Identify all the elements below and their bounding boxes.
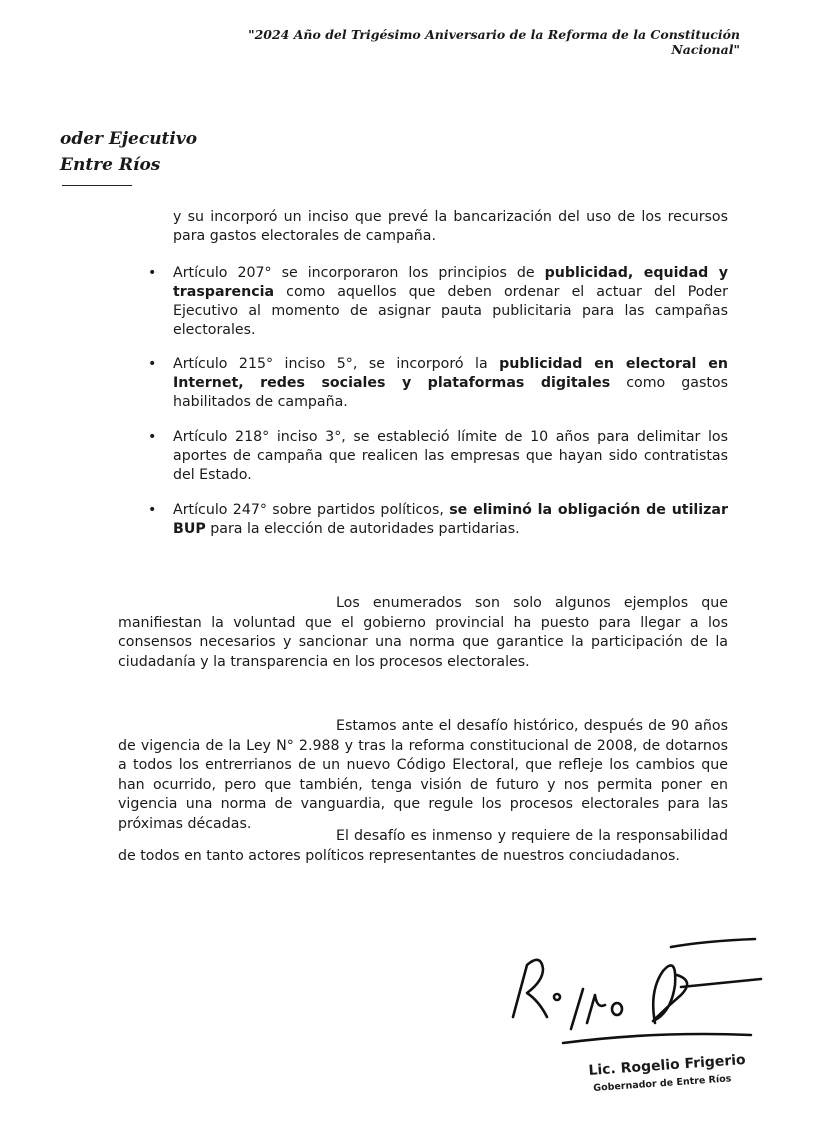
letterhead-divider xyxy=(62,185,132,186)
item-text: Artículo 207° se incorporaron los principios de xyxy=(173,265,545,281)
signatory-role: Gobernador de Entre Ríos xyxy=(593,1073,732,1094)
item-text: Artículo 247° sobre partidos políticos, xyxy=(173,502,450,518)
list-item xyxy=(148,264,728,340)
item-text: Artículo 215° inciso 5°, se incorporó la xyxy=(173,356,500,372)
body-paragraph-2: Estamos ante el desafío histórico, después de 90 años de vigencia de la Ley N° 2.988 y tras la reforma constitucional de 2008, de dotarnos a todos los entrerrianos de un nuevo Código Electoral, que refleje los cambios que han ocurrido, pero que también, tenga visión de futuro y nos permita poner en vigencia una norma de vanguardia, que regule los procesos electorales para las próximas décadas. xyxy=(118,718,728,832)
list-item xyxy=(148,355,728,412)
item-bold: publicidad en electoral en Internet, redes sociales y plataformas digitales xyxy=(173,356,728,391)
item-text-end: para la elección de autoridades partidarias. xyxy=(205,521,520,537)
article-list xyxy=(148,264,728,555)
bullet-icon: • xyxy=(148,502,157,518)
body-paragraph-1: Los enumerados son solo algunos ejemplos que manifiestan la voluntad que el gobierno provincial ha puesto para llegar a los consensos necesarios y sancionar una norma que garantice la participación de la ciudadanía y la transparencia en los procesos electorales. xyxy=(118,595,728,670)
item-text: Artículo 218° inciso 3°, se estableció límite de 10 años para delimitar los aportes de campaña que realicen las empresas que hayan sido contratistas del Estado. xyxy=(173,429,728,483)
item-text-end: como aquellos que deben ordenar el actuar del Poder Ejecutivo al momento de asignar pauta publicitaria para las campañas electorales. xyxy=(173,284,728,338)
item-bold: se eliminó la obligación de utilizar BUP xyxy=(173,502,728,537)
continuation-text: y su incorporó un inciso que prevé la bancarización del uso de los recursos para gastos electorales de campaña. xyxy=(173,209,728,244)
bullet-icon: • xyxy=(148,429,157,445)
document-motto: "2024 Año del Trigésimo Aniversario de la Reforma de la Constitución Nacional" xyxy=(248,27,740,57)
handwritten-signature xyxy=(505,935,765,1055)
list-item xyxy=(148,501,728,539)
body-paragraph-3: El desafío es inmenso y requiere de la responsabilidad de todos en tanto actores políticos representantes de nuestros conciudadanos. xyxy=(118,828,728,864)
institution-line-2: Entre Ríos xyxy=(60,155,161,175)
institution-letterhead xyxy=(60,126,197,186)
list-item xyxy=(148,428,728,485)
bullet-icon: • xyxy=(148,265,157,281)
institution-line-1: oder Ejecutivo xyxy=(60,129,198,149)
bullet-icon: • xyxy=(148,356,157,372)
item-text-end: como gastos habilitados de campaña. xyxy=(173,375,728,410)
signatory-name: Lic. Rogelio Frigerio xyxy=(588,1052,747,1079)
item-bold: publicidad, equidad y trasparencia xyxy=(173,265,728,300)
